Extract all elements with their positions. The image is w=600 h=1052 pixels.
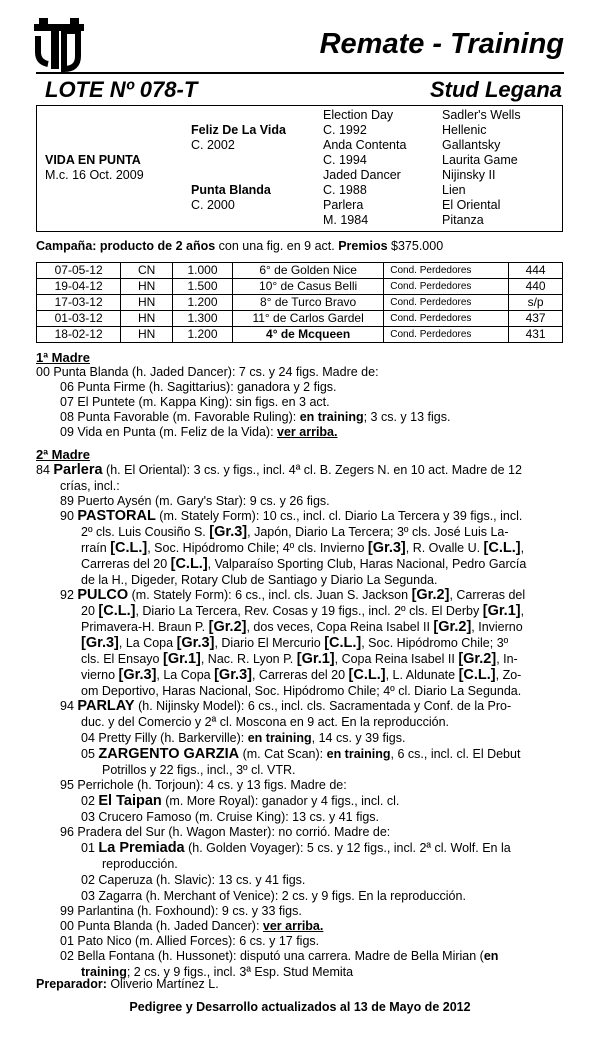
dam-name: Punta Blanda bbox=[191, 183, 271, 197]
campaign-label: Campaña: producto de 2 años bbox=[36, 239, 216, 253]
list-item: crías, incl.: bbox=[60, 479, 120, 493]
list-item: 05 ZARGENTO GARZIA (m. Cat Scan): en training, 6 cs., incl. cl. El Debut bbox=[81, 746, 521, 762]
campaign-mid: con una fig. en 9 act. bbox=[215, 239, 339, 253]
list-item: Primavera-H. Braun P. [Gr.2], dos veces, Copa Reina Isabel II [Gr.2], Invierno bbox=[81, 619, 523, 635]
ancestor: Gallantsky bbox=[442, 138, 501, 152]
list-item: training; 2 cs. y 9 figs., incl. 3ª Esp. Stud Memita bbox=[81, 965, 354, 979]
grandsire-1-info: C. 1992 bbox=[323, 123, 367, 137]
table-cell: HN bbox=[121, 327, 173, 343]
prize-label: Premios bbox=[338, 239, 388, 253]
list-item: 01 La Premiada (h. Golden Voyager): 5 cs. y 12 figs., incl. 2ª cl. Wolf. En la bbox=[81, 840, 511, 856]
list-item: Carreras del 20 [C.L.], Valparaíso Sporting Club, Haras Nacional, Pedro García bbox=[81, 556, 527, 572]
list-item: rraín [C.L.], Soc. Hipódromo Chile; 4º cls. Invierno [Gr.3], R. Ovalle U. [C.L.], bbox=[81, 540, 525, 556]
table-cell: s/p bbox=[509, 295, 563, 311]
ancestor: Lien bbox=[442, 183, 466, 197]
list-item: 01 Pato Nico (m. Allied Forces): 6 cs. y 17 figs. bbox=[60, 934, 320, 948]
table-cell: 07-05-12 bbox=[37, 263, 121, 279]
granddam-2: Parlera bbox=[323, 198, 364, 212]
table-cell: Cond. Perdedores bbox=[384, 311, 509, 327]
table-cell: HN bbox=[121, 279, 173, 295]
table-cell: 01-03-12 bbox=[37, 311, 121, 327]
list-item: 03 Zagarra (h. Merchant of Venice): 2 cs. y 9 figs. En la reproducción. bbox=[81, 889, 466, 903]
see-above-link: ver arriba. bbox=[262, 919, 324, 933]
header-divider bbox=[36, 72, 564, 74]
table-cell: 1.200 bbox=[173, 327, 233, 343]
list-item: 92 PULCO (m. Stately Form): 6 cs., incl. cls. Juan S. Jackson [Gr.2], Carreras del bbox=[60, 587, 526, 603]
table-cell: 8° de Turco Bravo bbox=[232, 295, 383, 311]
list-item: 02 Caperuza (h. Slavic): 13 cs. y 41 figs. bbox=[81, 873, 306, 887]
see-above-link: ver arriba. bbox=[277, 425, 338, 439]
lote-number: LOTE Nº 078-T bbox=[45, 77, 198, 102]
table-cell: 1.500 bbox=[173, 279, 233, 295]
prize-value: $375.000 bbox=[387, 239, 444, 253]
table-cell: 440 bbox=[509, 279, 563, 295]
horse-info: M.c. 16 Oct. 2009 bbox=[45, 168, 144, 182]
list-item: 03 Crucero Famoso (m. Cruise King): 13 cs. y 41 figs. bbox=[81, 810, 380, 824]
list-item: 00 Punta Blanda (h. Jaded Dancer): ver arriba. bbox=[60, 919, 324, 933]
granddam-1: Anda Contenta bbox=[323, 138, 407, 152]
list-item: reproducción. bbox=[102, 857, 178, 871]
granddam-1-info: C. 1994 bbox=[323, 153, 367, 167]
table-cell: 1.000 bbox=[173, 263, 233, 279]
footer-note: Pedigree y Desarrollo actualizados al 13 de Mayo de 2012 bbox=[129, 1000, 471, 1014]
list-item: 95 Perrichole (h. Torjoun): 4 cs. y 13 figs. Madre de: bbox=[60, 778, 347, 792]
table-row bbox=[37, 311, 563, 327]
table-cell: 1.300 bbox=[173, 311, 233, 327]
table-cell: Cond. Perdedores bbox=[384, 279, 509, 295]
race-table bbox=[36, 262, 563, 343]
list-item: 96 Pradera del Sur (h. Wagon Master): no corrió. Madre de: bbox=[60, 825, 391, 839]
list-item: 02 Bella Fontana (h. Hussonet): disputó una carrera. Madre de Bella Mirian (en bbox=[60, 949, 499, 963]
list-item: 99 Parlantina (h. Foxhound): 9 cs. y 33 figs. bbox=[60, 904, 302, 918]
table-row bbox=[37, 327, 563, 343]
table-cell: Cond. Perdedores bbox=[384, 295, 509, 311]
trainer-line bbox=[36, 977, 563, 992]
table-row bbox=[37, 295, 563, 311]
list-item: Potrillos y 22 figs., incl., 3º cl. VTR. bbox=[102, 763, 296, 777]
list-item: 2º cls. Luis Cousiño S. [Gr.3], Japón, Diario La Tercera; 3º cls. José Luis La- bbox=[81, 524, 509, 540]
table-cell: 17-03-12 bbox=[37, 295, 121, 311]
grandsire-2-info: C. 1988 bbox=[323, 183, 367, 197]
list-item: 02 El Taipan (m. More Royal): ganador y 4 figs., incl. cl. bbox=[81, 793, 400, 809]
pedigree-box bbox=[36, 105, 563, 232]
list-item: 84 Parlera (h. El Oriental): 3 cs. y figs., incl. 4ª cl. B. Zegers N. en 10 act. Madre de 12 bbox=[36, 462, 522, 478]
list-item: vierno [Gr.3], La Copa [Gr.3], Carreras del 20 [C.L.], L. Aldunate [C.L.], Zo- bbox=[81, 667, 522, 683]
campaign-summary bbox=[36, 239, 443, 253]
dam-info: C. 2000 bbox=[191, 198, 235, 212]
sire-info: C. 2002 bbox=[191, 138, 235, 152]
list-item: cls. El Ensayo [Gr.1], Nac. R. Lyon P. [Gr.1], Copa Reina Isabel II [Gr.2], In- bbox=[81, 651, 518, 667]
table-cell: 18-02-12 bbox=[37, 327, 121, 343]
list-item: om Deportivo, Haras Nacional, Soc. Hipódromo Chile; 4º cl. Diario La Segunda. bbox=[81, 684, 522, 698]
logo-icon bbox=[34, 18, 84, 72]
table-cell: 10° de Casus Belli bbox=[232, 279, 383, 295]
table-cell: 11° de Carlos Gardel bbox=[232, 311, 383, 327]
trainer-label: Preparador: bbox=[36, 977, 107, 991]
table-cell: Cond. Perdedores bbox=[384, 327, 509, 343]
ancestor: Sadler's Wells bbox=[442, 108, 521, 122]
first-dam-heading: 1ª Madre bbox=[36, 350, 90, 365]
list-item: de la H., Digeder, Rotary Club de Santiago y Diario La Segunda. bbox=[81, 573, 438, 587]
stud-name: Stud Legana bbox=[429, 77, 562, 102]
granddam-2-info: M. 1984 bbox=[323, 213, 369, 227]
list-item: 94 PARLAY (h. Nijinsky Model): 6 cs., incl. cls. Sacramentada y Conf. de la Pro- bbox=[60, 698, 512, 714]
table-cell: 6° de Golden Nice bbox=[232, 263, 383, 279]
sire-name: Feliz De La Vida bbox=[191, 123, 286, 137]
ancestor: Pitanza bbox=[442, 213, 484, 227]
list-item: 04 Pretty Filly (h. Barkerville): en training, 14 cs. y 39 figs. bbox=[81, 731, 406, 745]
table-cell: HN bbox=[121, 295, 173, 311]
list-item: duc. y del Comercio y 2ª cl. Moscona en 9 act. En la reproducción. bbox=[81, 715, 449, 729]
horse-name: VIDA EN PUNTA bbox=[45, 153, 141, 167]
list-item: [Gr.3], La Copa [Gr.3], Diario El Mercurio [C.L.], Soc. Hipódromo Chile; 3º bbox=[81, 635, 509, 651]
table-cell: 431 bbox=[509, 327, 563, 343]
list-item: 20 [C.L.], Diario La Tercera, Rev. Cosas y 19 figs., incl. 2º cls. El Derby [Gr.1], bbox=[81, 603, 525, 619]
list-item: 09 Vida en Punta (m. Feliz de la Vida): ver arriba. bbox=[60, 425, 338, 439]
table-cell: 1.200 bbox=[173, 295, 233, 311]
ancestor: Nijinsky II bbox=[442, 168, 496, 182]
list-item: 06 Punta Firme (h. Sagittarius): ganadora y 2 figs. bbox=[60, 380, 337, 394]
table-cell: 437 bbox=[509, 311, 563, 327]
page-title: Remate - Training bbox=[319, 28, 564, 60]
table-row bbox=[37, 279, 563, 295]
list-item: 08 Punta Favorable (m. Favorable Ruling): en training; 3 cs. y 13 figs. bbox=[60, 410, 451, 424]
ancestor: Laurita Game bbox=[442, 153, 518, 167]
ancestor: Hellenic bbox=[442, 123, 487, 137]
table-row bbox=[37, 263, 563, 279]
list-item: 89 Puerto Aysén (m. Gary's Star): 9 cs. y 26 figs. bbox=[60, 494, 330, 508]
list-item: 07 El Puntete (m. Kappa King): sin figs. en 3 act. bbox=[60, 395, 330, 409]
list-item: 00 Punta Blanda (h. Jaded Dancer): 7 cs. y 24 figs. Madre de: bbox=[36, 365, 379, 379]
table-cell: CN bbox=[121, 263, 173, 279]
table-cell: HN bbox=[121, 311, 173, 327]
list-item: 90 PASTORAL (m. Stately Form): 10 cs., incl. cl. Diario La Tercera y 39 figs., incl. bbox=[60, 508, 523, 524]
second-dam-heading: 2ª Madre bbox=[36, 447, 90, 462]
grandsire-1: Election Day bbox=[323, 108, 394, 122]
trainer-name: Oliverio Martínez L. bbox=[106, 977, 219, 991]
ancestor: El Oriental bbox=[442, 198, 501, 212]
table-cell: 4° de Mcqueen bbox=[232, 327, 383, 343]
table-cell: 444 bbox=[509, 263, 563, 279]
grandsire-2: Jaded Dancer bbox=[323, 168, 401, 182]
table-cell: 19-04-12 bbox=[37, 279, 121, 295]
table-cell: Cond. Perdedores bbox=[384, 263, 509, 279]
